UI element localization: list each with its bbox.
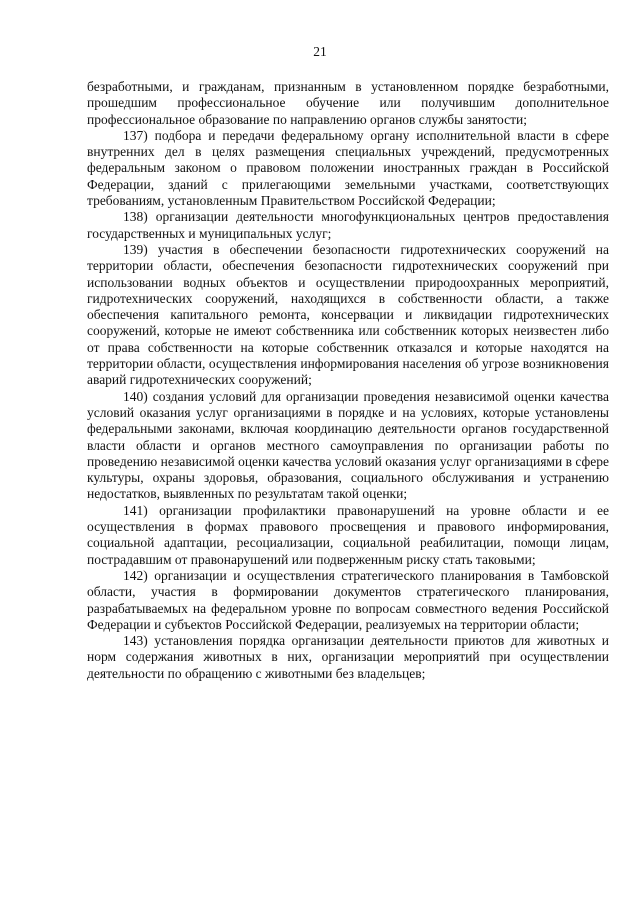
paragraph-item-137: 137) подбора и передачи федеральному органу исполнительной власти в сфере внутренних дел в целях размещения специальных учреждений, предусмотренных федеральным законом о правовом положении иностранных граждан в Российской Федерации, зданий с прилегающими земельными участками, соответствующих требованиям, установленным Правительством Российской Федерации; <box>87 127 609 209</box>
paragraph-item-140: 140) создания условий для организации проведения независимой оценки качества условий оказания услуг организациями в порядке и на условиях, которые установлены федеральными законами, включая координацию деятельности органов государственной власти области и органов местного самоуправления по организации работы по проведению независимой оценки качества условий оказания услуг организациями в сфере культуры, охраны здоровья, образования, социального обслуживания и устранению недостатков, выявленных по результатам такой оценки; <box>87 388 609 502</box>
paragraph-item-142: 142) организации и осуществления стратегического планирования в Тамбовской области, участия в формировании документов стратегического планирования, разрабатываемых на федеральном уровне по вопросам совместного ведения Российской Федерации и субъектов Российской Федерации, реализуемых на территории области; <box>87 567 609 632</box>
page-number: 21 <box>313 44 327 59</box>
paragraph-item-138: 138) организации деятельности многофункциональных центров предоставления государственных и муниципальных услуг; <box>87 209 609 241</box>
paragraph-item-143: 143) установления порядка организации деятельности приютов для животных и норм содержания животных в них, организации мероприятий при осуществлении деятельности по обращению с животными без владельцев; <box>87 633 609 681</box>
document-body <box>87 79 609 682</box>
paragraph-continuation: безработными, и гражданам, признанным в установленном порядке безработными, прошедшим профессиональное обучение или получившим дополнительное профессиональное образование по направлению органов службы занятости; <box>87 79 609 127</box>
paragraph-item-141: 141) организации профилактики правонарушений на уровне области и ее осуществления в формах правового просвещения и правового информирования, социальной адаптации, ресоциализации, социальной реабилитации, помощи лицам, пострадавшим от правонарушений или подверженным риску стать таковыми; <box>87 502 609 567</box>
paragraph-item-139: 139) участия в обеспечении безопасности гидротехнических сооружений на территории области, обеспечения безопасности гидротехнических сооружений при использовании водных объектов и осуществлении природоохранных мероприятий, гидротехнических сооружений, находящихся в собственности области, а также обеспечения капитального ремонта, консервации и ликвидации гидротехнических сооружений, которые не имеют собственника или собственник которых неизвестен либо от права собственности на которые собственник отказался и которые находятся на территории области, осуществления информирования населения об угрозе возникновения аварий гидротехнических сооружений; <box>87 241 609 388</box>
